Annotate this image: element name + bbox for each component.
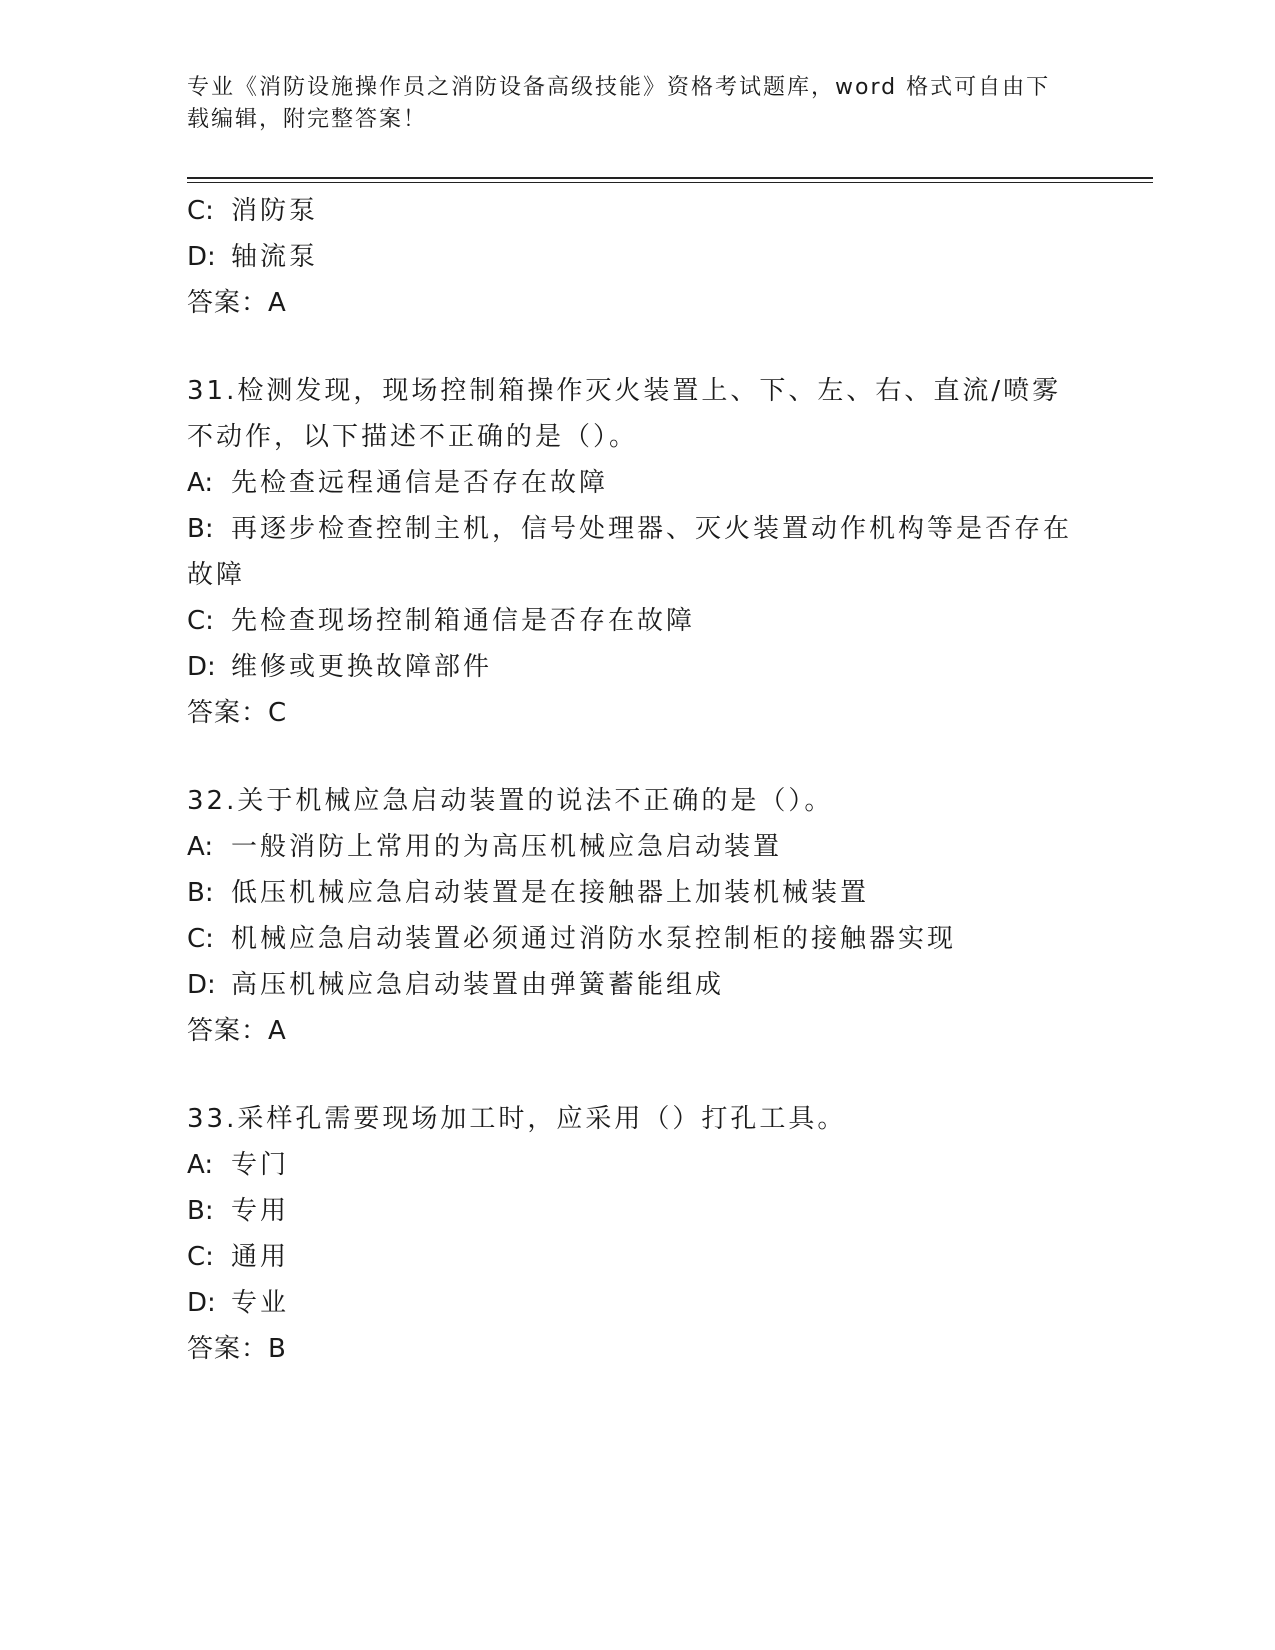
partial-question <box>187 188 1087 326</box>
option-d: D: 轴流泵 <box>187 242 319 272</box>
question-stem: 33.采样孔需要现场加工时，应采用（）打孔工具。 <box>187 1104 847 1134</box>
question-32 <box>187 778 1087 1054</box>
answer-line: 答案：C <box>187 698 288 728</box>
question-31 <box>187 368 1087 736</box>
header-line-2: 载编辑，附完整答案！ <box>187 107 428 132</box>
answer-line: 答案：A <box>187 1016 287 1046</box>
option-b: B: 专用 <box>187 1196 290 1226</box>
header-divider-thin <box>187 182 1153 183</box>
answer-line: 答案：B <box>187 1334 287 1364</box>
option-b: B: 再逐步检查控制主机，信号处理器、灭火装置动作机构等是否存在 <box>187 514 1073 544</box>
option-c: C: 通用 <box>187 1242 290 1272</box>
option-d: D: 维修或更换故障部件 <box>187 652 493 682</box>
option-c: C: 先检查现场控制箱通信是否存在故障 <box>187 606 696 636</box>
header-divider-thick <box>187 177 1153 179</box>
option-d: D: 专业 <box>187 1288 290 1318</box>
option-b: B: 低压机械应急启动装置是在接触器上加装机械装置 <box>187 878 870 908</box>
option-b-cont: 故障 <box>187 560 246 590</box>
option-d: D: 高压机械应急启动装置由弹簧蓄能组成 <box>187 970 725 1000</box>
question-stem: 31.检测发现，现场控制箱操作灭火装置上、下、左、右、直流/喷雾 <box>187 376 1062 406</box>
question-stem-cont: 不动作，以下描述不正确的是（）。 <box>187 422 639 452</box>
option-a: A: 先检查远程通信是否存在故障 <box>187 468 609 498</box>
question-stem: 32.关于机械应急启动装置的说法不正确的是（）。 <box>187 786 834 816</box>
option-a: A: 专门 <box>187 1150 290 1180</box>
header-line-1: 专业《消防设施操作员之消防设备高级技能》资格考试题库，word 格式可自由下 <box>187 75 1051 100</box>
question-33 <box>187 1096 1087 1372</box>
question-content <box>187 188 1087 1372</box>
answer-line: 答案：A <box>187 288 287 318</box>
option-a: A: 一般消防上常用的为高压机械应急启动装置 <box>187 832 783 862</box>
option-c: C: 消防泵 <box>187 196 319 226</box>
document-header <box>187 72 1067 136</box>
option-c: C: 机械应急启动装置必须通过消防水泵控制柜的接触器实现 <box>187 924 957 954</box>
